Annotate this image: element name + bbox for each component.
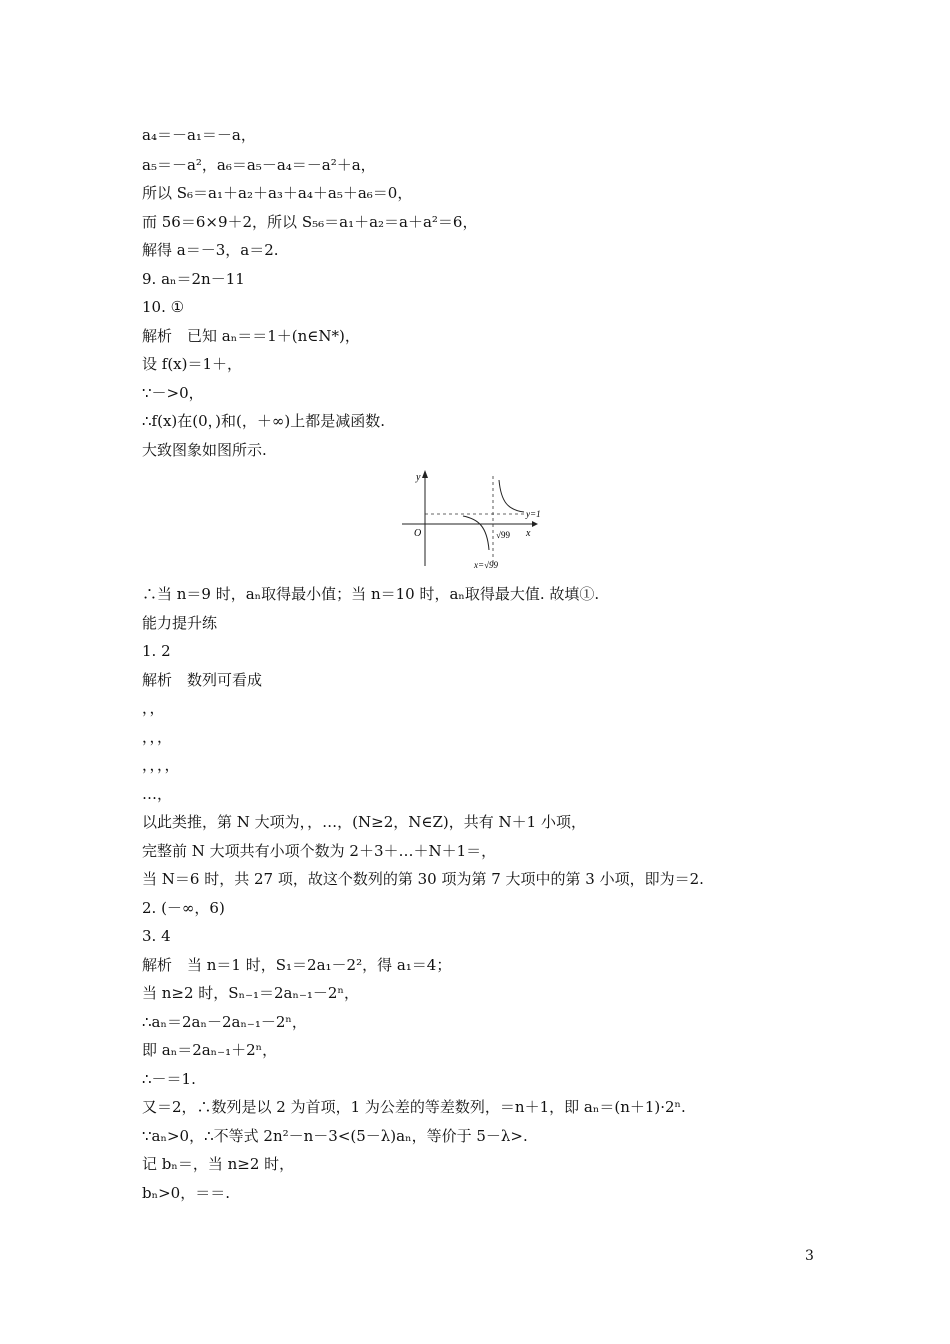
line-24: 2. (－∞，6) [142, 899, 225, 917]
y-axis-label: y [416, 472, 421, 483]
horizontal-asymptote-label: y=1 [526, 509, 541, 519]
origin-label: O [414, 528, 422, 539]
line-27: 当 n≥2 时，Sₙ₋₁＝2aₙ₋₁－2ⁿ， [142, 984, 359, 1002]
line-13: ∴当 n＝9 时，aₙ取得最小值；当 n＝10 时，aₙ取得最大值. 故填①. [142, 585, 600, 603]
line-28: ∴aₙ＝2aₙ－2aₙ₋₁－2ⁿ， [142, 1013, 307, 1031]
line-31: 又＝2，∴数列是以 2 为首项，1 为公差的等差数列，＝n＋1，即 aₙ＝(n＋1)·2ⁿ. [142, 1098, 686, 1116]
line-9: 设 f(x)＝1＋， [142, 355, 243, 373]
line-21: 以此类推，第 N 大项为，，…，(N≥2，N∈Z)，共有 N＋1 小项， [142, 813, 586, 831]
line-34: bₙ>0，＝＝. [142, 1184, 230, 1202]
line-2: a₅＝－a²，a₆＝a₅－a₄＝－a²＋a， [142, 156, 376, 174]
line-29: 即 aₙ＝2aₙ₋₁＋2ⁿ， [142, 1041, 278, 1059]
line-11: ∴f(x)在(0，)和(，＋∞)上都是减函数. [142, 412, 385, 430]
line-32: ∵aₙ>0，∴不等式 2n²－n－3<(5－λ)aₙ，等价于 5－λ>. [142, 1127, 528, 1145]
line-23: 当 N＝6 时，共 27 项，故这个数列的第 30 项为第 7 大项中的第 3 小项，即为＝2. [142, 870, 704, 888]
line-33: 记 bₙ＝，当 n≥2 时， [142, 1155, 295, 1173]
line-3: 所以 S₆＝a₁＋a₂＋a₃＋a₄＋a₅＋a₆＝0， [142, 184, 413, 202]
line-16: 解析 数列可看成 [142, 671, 263, 689]
line-10: ∵－>0， [142, 384, 204, 402]
page-number: 3 [805, 1248, 814, 1264]
line-30: ∴－＝1. [142, 1070, 196, 1088]
line-26: 解析 当 n＝1 时，S₁＝2a₁－2²，得 a₁＝4； [142, 956, 452, 974]
line-5: 解得 a＝－3，a＝2. [142, 241, 279, 259]
graph-svg [400, 466, 560, 576]
line-18: ，，， [142, 728, 173, 746]
x-axis-label: x [526, 528, 531, 539]
curve-left-branch [463, 516, 489, 550]
hyperbola-graph [400, 466, 560, 576]
line-14: 能力提升练 [142, 614, 218, 632]
line-22: 完整前 N 大项共有小项个数为 2＋3＋…＋N＋1＝， [142, 842, 497, 860]
line-8: 解析 已知 aₙ＝＝1＋(n∈N*)， [142, 327, 360, 345]
line-4: 而 56＝6×9＋2，所以 S₅₆＝a₁＋a₂＝a＋a²＝6， [142, 213, 478, 231]
line-6: 9. aₙ＝2n－11 [142, 270, 245, 288]
x-axis-arrow [532, 521, 538, 527]
curve-right-branch [499, 480, 524, 512]
line-20: …， [142, 785, 173, 803]
line-19: ，，，， [142, 756, 180, 774]
line-7: 10. ① [142, 298, 185, 316]
line-25: 3. 4 [142, 927, 171, 945]
line-17: ，， [142, 699, 165, 717]
tick-label: √99 [496, 530, 510, 540]
vertical-asymptote-label: x=√99 [474, 560, 499, 570]
y-axis-arrow [422, 470, 428, 478]
line-1: a₄＝－a₁＝－a， [142, 126, 256, 144]
line-12: 大致图象如图所示. [142, 441, 267, 459]
line-15: 1. 2 [142, 642, 171, 660]
